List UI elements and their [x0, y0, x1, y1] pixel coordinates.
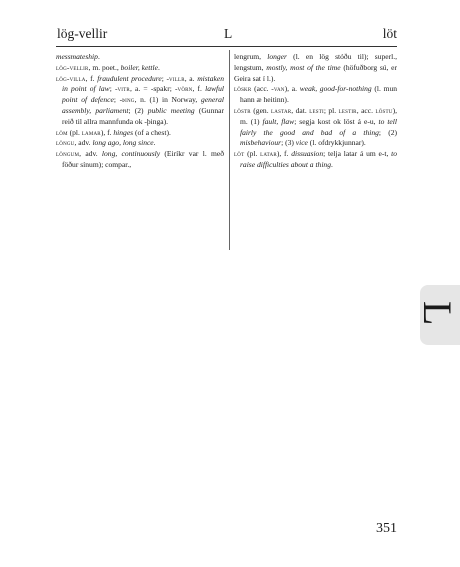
entry-text: , acc.: [356, 105, 376, 115]
page-number: 351: [376, 521, 397, 536]
entry-text: ; -: [109, 84, 118, 94]
gloss-text: lawful point of defence: [62, 84, 224, 105]
headword: löngu: [56, 138, 75, 148]
gloss-text: to tell fairly the good and bad of a thing: [240, 116, 397, 137]
entry-text: , m. poet.,: [88, 62, 121, 72]
entry-text: , a.: [184, 73, 198, 83]
gloss-text: long, continuously: [101, 149, 161, 159]
entry-text: ; (3): [281, 138, 296, 148]
headword: löstr: [234, 105, 251, 115]
headword: löt: [234, 149, 245, 159]
right-column: [234, 52, 397, 171]
entry-text: , dat.: [291, 105, 310, 115]
entry-text: , n. (1) in Norway,: [134, 95, 201, 105]
thumb-index-letter: L: [415, 301, 460, 326]
dictionary-entry: [56, 52, 224, 63]
running-head-letter: L: [224, 26, 233, 41]
entry-text: , adv.: [79, 149, 102, 159]
dictionary-entry: [56, 138, 224, 149]
gloss-text: to raise difficulties about a thing: [240, 149, 397, 169]
headword: lamar: [81, 127, 101, 137]
running-head-right: löt: [382, 26, 397, 41]
entry-text: .: [153, 138, 156, 148]
gloss-text: mostly, most of the time: [266, 62, 341, 72]
entry-text: ), a.: [284, 84, 300, 94]
gloss-text: long ago, long since: [92, 138, 154, 148]
gloss-text: fraudulent procedure: [97, 73, 162, 83]
entry-text: ), f.: [100, 127, 114, 137]
gloss-text: hinges: [113, 127, 134, 137]
gloss-text: general assembly, parliament: [62, 95, 225, 115]
headword: latar: [260, 149, 277, 159]
entry-text: ), f.: [276, 149, 292, 159]
gloss-text: misbehaviour: [240, 138, 282, 148]
gloss-text: dissuasion: [291, 149, 324, 159]
entry-text: , f.: [85, 73, 98, 83]
gloss-text: fault, flaw: [262, 116, 295, 126]
entry-text: .: [97, 52, 100, 61]
entry-text: ; segja kost ok löst á e-u,: [294, 116, 379, 126]
gloss-text: weak, good-for-nothing: [299, 84, 372, 94]
dictionary-entry: [234, 84, 397, 106]
entry-text: (pl.: [67, 127, 82, 137]
dictionary-entry: [56, 149, 224, 171]
headword: vörn: [177, 84, 193, 94]
entry-text: ), m. (1): [240, 105, 397, 126]
headword: lestir: [338, 105, 357, 115]
entry-text: (Gunnar reið til allra mannfunda ok -þinga).: [62, 105, 224, 126]
headword: vitr: [117, 84, 130, 94]
entry-text: , a. = -spakr; -: [129, 84, 178, 94]
headword: lastar: [271, 105, 292, 115]
headword: van: [273, 84, 285, 94]
headword: lög-villa: [56, 73, 86, 83]
header-rule: [56, 46, 397, 47]
thumb-index-tab: [415, 285, 460, 345]
entry-text: (pl.: [244, 149, 261, 159]
entry-text: (l. ofdrykkjunnar).: [307, 138, 366, 148]
running-head-left: lög-vellir: [57, 26, 108, 41]
headword: löstu: [375, 105, 393, 115]
dictionary-entry: [234, 52, 397, 84]
entry-text: (gen.: [250, 105, 272, 115]
gloss-text: longer: [267, 52, 287, 61]
dictionary-entry: [234, 149, 397, 171]
dictionary-entry: [234, 106, 397, 149]
headword: lesti: [309, 105, 324, 115]
entry-text: ; -: [161, 73, 170, 83]
entry-text: (höfuðborg sú, er Geira sat í l.).: [234, 62, 398, 83]
entry-text: ; (2): [128, 105, 148, 115]
entry-text: (Eiríkr var l. með föður sínum); compar.,: [62, 149, 224, 169]
gloss-text: messmateship: [56, 52, 98, 61]
gloss-text: public meeting: [147, 105, 195, 115]
entry-text: (l. mun hann æ heitinn).: [240, 84, 397, 105]
headword: lög-vellir: [56, 62, 89, 72]
entry-text: .: [157, 62, 160, 72]
entry-text: ; -: [113, 95, 123, 105]
entry-text: .: [330, 159, 333, 169]
entry-text: (l. en lög stóðu til); superl., lengstum,: [234, 52, 397, 72]
entry-text: ; pl.: [323, 105, 339, 115]
headword: löskr: [234, 84, 252, 94]
headword: löngum: [56, 149, 80, 159]
left-column: [56, 52, 224, 171]
entry-text: , adv.: [74, 138, 93, 148]
dictionary-entry: [56, 128, 224, 139]
entry-text: lengrum,: [234, 52, 268, 61]
entry-text: ; telja latar á um e-t,: [323, 149, 392, 159]
dictionary-entry: [56, 74, 224, 128]
entry-text: (acc. -: [251, 84, 274, 94]
entry-text: , f.: [192, 84, 206, 94]
headword: villr: [169, 73, 185, 83]
gloss-text: boiler, kettle: [120, 62, 158, 72]
entry-text: ; (2): [378, 127, 397, 137]
headword: þing: [122, 95, 135, 105]
dictionary-entry: [56, 63, 224, 74]
entry-text: (of a chest).: [133, 127, 171, 137]
gloss-text: vice: [295, 138, 308, 148]
headword: löm: [56, 127, 68, 137]
column-separator: [229, 50, 230, 250]
gloss-text: mistaken in point of law: [62, 73, 225, 94]
